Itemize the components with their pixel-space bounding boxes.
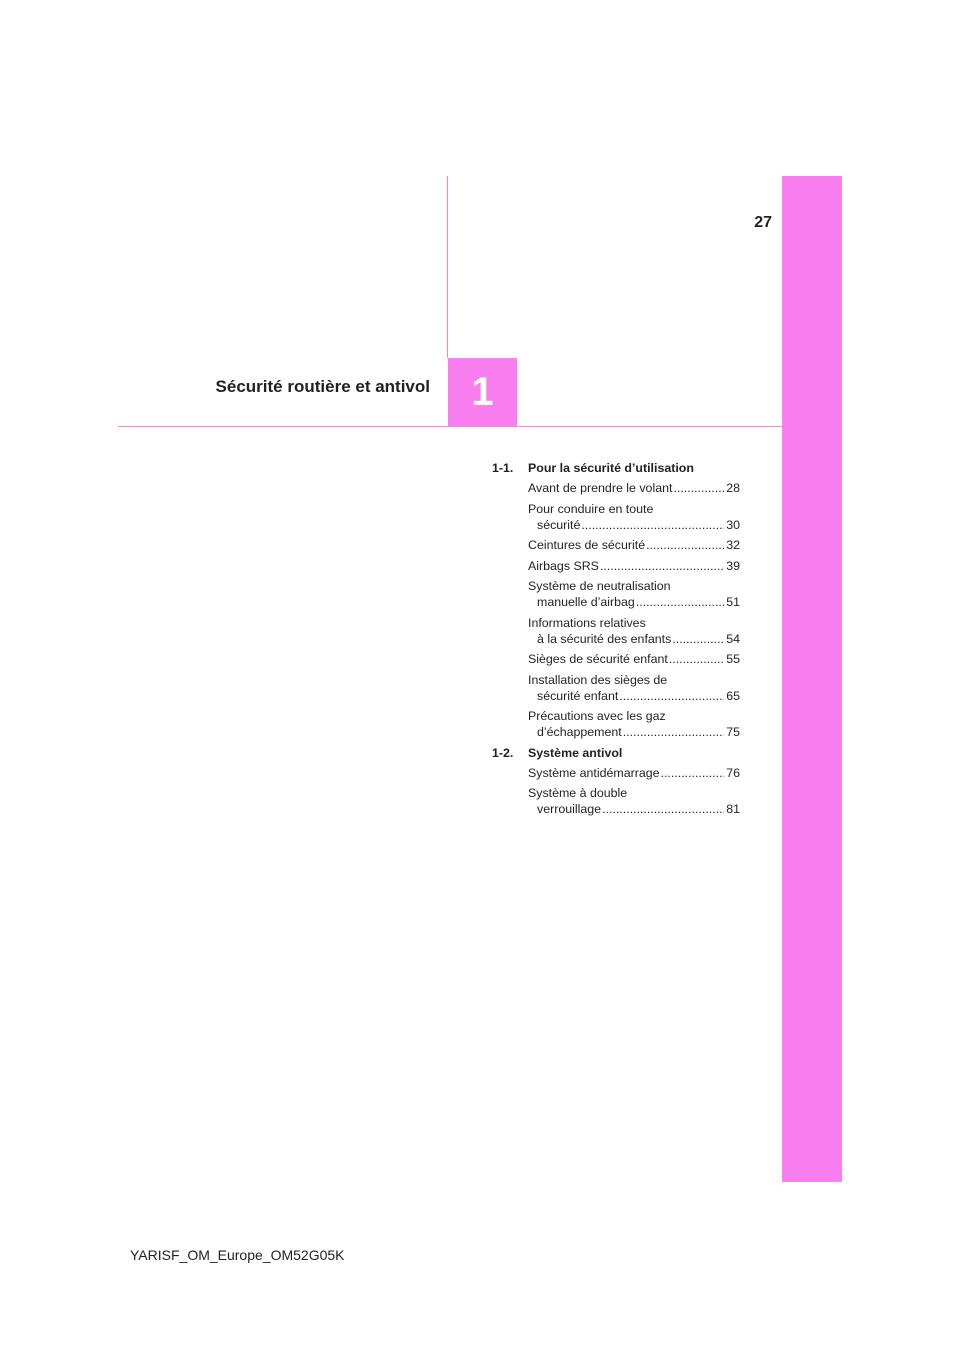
- dot-leader: [636, 594, 724, 610]
- toc-entry-page: 75: [726, 725, 740, 739]
- toc-entry-row: [528, 651, 740, 667]
- toc-entry-first-line: Système à double: [528, 786, 628, 800]
- toc-entry-row: [528, 480, 740, 496]
- toc-entry[interactable]: [492, 578, 740, 610]
- toc-entry-page: 28: [726, 481, 740, 495]
- toc-section-heading: [492, 460, 740, 476]
- dot-leader: [581, 517, 724, 533]
- toc-entry-row: [528, 517, 740, 533]
- toc-entry-page: 81: [726, 802, 740, 816]
- toc-entry-text: à la sécurité des enfants: [537, 631, 672, 646]
- table-of-contents: [492, 460, 740, 822]
- toc-entry[interactable]: [492, 651, 740, 667]
- toc-entry-text: d’échappement: [537, 725, 622, 739]
- toc-entry[interactable]: [492, 537, 740, 553]
- toc-entry-text: Sièges de sécurité enfant: [528, 652, 668, 666]
- toc-entry-page: 76: [726, 765, 740, 780]
- toc-entry-text: sécurité: [537, 517, 581, 532]
- toc-entry-page: 51: [726, 595, 740, 609]
- dot-leader: [619, 688, 724, 704]
- dot-leader: [646, 537, 724, 553]
- page-number: 27: [754, 214, 772, 231]
- dot-leader: [623, 724, 724, 740]
- dot-leader: [600, 558, 724, 574]
- toc-entry[interactable]: [492, 785, 740, 817]
- toc-entry-first-line: Système de neutralisation: [528, 579, 671, 593]
- toc-section-title: Système antivol: [528, 745, 623, 760]
- chapter-number-box: 1: [448, 358, 517, 427]
- toc-entry-first-line: Pour conduire en toute: [528, 501, 654, 516]
- toc-entry[interactable]: [492, 765, 740, 781]
- toc-entry[interactable]: [492, 558, 740, 574]
- toc-entry-page: 39: [726, 558, 740, 573]
- toc-entry-page: 65: [726, 688, 740, 703]
- chapter-title: Sécurité routière et antivol: [215, 377, 430, 396]
- dot-leader: [673, 480, 724, 496]
- toc-section-title: Pour la sécurité d’utilisation: [528, 461, 694, 475]
- toc-entry-text: Ceintures de sécurité: [528, 538, 646, 552]
- toc-entry-row: [528, 594, 740, 610]
- toc-entry-text: manuelle d’airbag: [537, 595, 635, 609]
- toc-entry[interactable]: [492, 708, 740, 740]
- toc-entry-page: 32: [726, 538, 740, 552]
- toc-entry-row: [528, 801, 740, 817]
- toc-entry-page: 54: [726, 631, 740, 646]
- toc-entry-text: Airbags SRS: [528, 558, 599, 573]
- dot-leader: [669, 651, 724, 667]
- toc-entry[interactable]: [492, 480, 740, 496]
- dot-leader: [661, 765, 725, 781]
- toc-entry-first-line: Précautions avec les gaz: [528, 709, 666, 723]
- chapter-side-tab: [782, 176, 842, 1182]
- toc-entry[interactable]: [492, 672, 740, 704]
- toc-entry-text: verrouillage: [537, 802, 602, 816]
- toc-entry-first-line: Informations relatives: [528, 615, 646, 630]
- toc-entry-row: [528, 724, 740, 740]
- toc-entry-first-line: Installation des sièges de: [528, 672, 668, 687]
- toc-entry-row: [528, 631, 740, 647]
- toc-section-number: 1-1.: [492, 461, 514, 475]
- vertical-rule: [447, 176, 448, 358]
- toc-entry-row: [528, 765, 740, 781]
- toc-entry-text: Avant de prendre le volant: [528, 481, 673, 495]
- dot-leader: [602, 801, 724, 817]
- toc-entry-text: sécurité enfant: [537, 688, 619, 703]
- toc-section-number: 1-2.: [492, 745, 514, 760]
- toc-entry[interactable]: [492, 501, 740, 533]
- toc-entry-row: [528, 688, 740, 704]
- toc-entry-page: 55: [726, 652, 740, 666]
- dot-leader: [672, 631, 724, 647]
- toc-entry-row: [528, 558, 740, 574]
- toc-entry-page: 30: [726, 517, 740, 532]
- toc-entry-text: Système antidémarrage: [528, 765, 660, 780]
- toc-section-heading: [492, 745, 740, 761]
- toc-entry[interactable]: [492, 615, 740, 647]
- toc-entry-row: [528, 537, 740, 553]
- footer-document-id: YARISF_OM_Europe_OM52G05K: [130, 1247, 345, 1263]
